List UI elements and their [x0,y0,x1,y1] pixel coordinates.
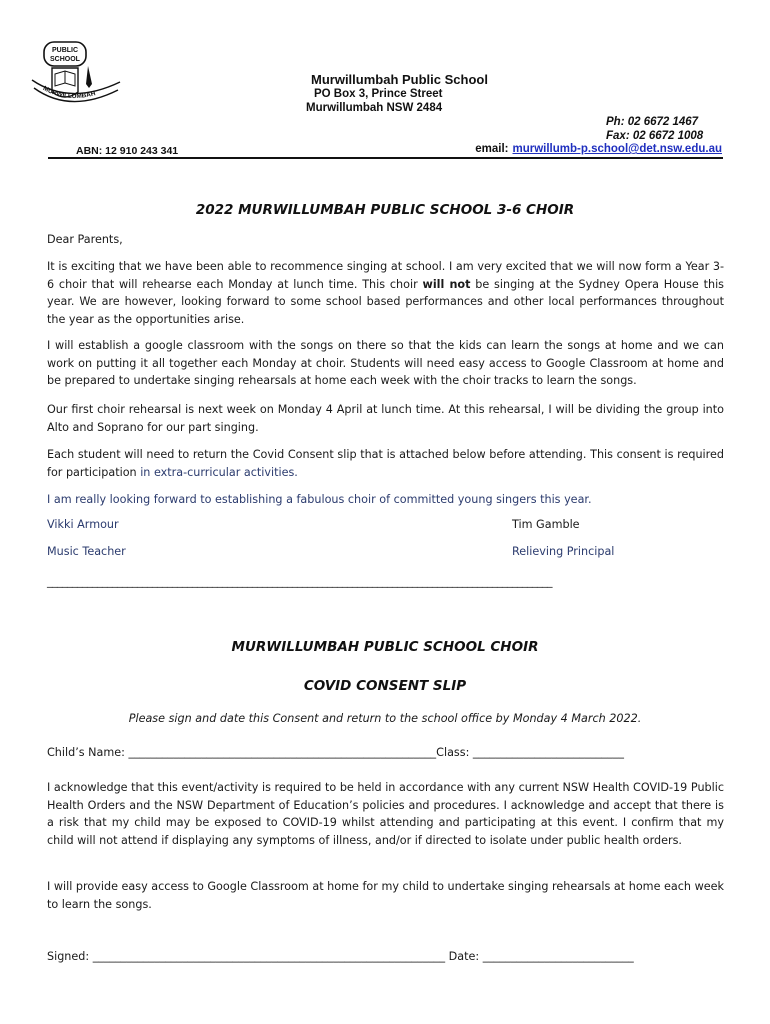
paragraph-1: It is exciting that we have been able to recommence singing at school. I am very excited that we will now form a Year 3-6 choir that will rehearse each Monday at lunch time. This choir will not be singing at the Sydney Opera House this year. We are however, looking forward to some school based performances and other local performances throughout the year as the opportunities arise. [47,260,725,326]
email-label: email: [475,143,509,155]
signatory-2-name: Tim Gamble [512,518,580,531]
address-line-1: PO Box 3, Prince Street [314,88,443,100]
fax-number: Fax: 02 6672 1008 [606,130,704,142]
paragraph-5: I am really looking forward to establishing a fabulous choir of committed young singers this year. [47,493,592,506]
greeting: Dear Parents, [47,233,123,246]
svg-text:SCHOOL: SCHOOL [50,56,80,63]
child-name-class-field[interactable]: Child’s Name: _______________________________________________________Class: ___________________________ [47,746,624,759]
svg-text:PUBLIC: PUBLIC [51,47,79,54]
letter-title: 2022 MURWILLUMBAH PUBLIC SCHOOL 3-6 CHOIR [195,202,575,218]
paragraph-4: Each student will need to return the Covid Consent slip that is attached below before attending. This consent is required for participation in extra-curricular activities. [47,448,724,479]
svg-text:MURWILLUMBAH: MURWILLUMBAH [41,85,97,101]
return-instruction: Please sign and date this Consent and return to the school office by Monday 4 March 2022. [128,712,642,725]
signatory-1-role: Music Teacher [47,545,126,558]
slip-title: MURWILLUMBAH PUBLIC SCHOOL CHOIR [231,639,539,655]
address-line-2: Murwillumbah NSW 2484 [306,102,443,114]
access-paragraph: I will provide easy access to Google Classroom at home for my child to undertake singing rehearsals at home each week to learn the songs. [47,880,724,911]
abn-number: ABN: 12 910 243 341 [76,145,179,157]
paragraph-3: Our first choir rehearsal is next week on Monday 4 April at lunch time. At this rehearsal, I will be dividing the group into Alto and Soprano for our part singing. [47,403,724,434]
phone-number: Ph: 02 6672 1467 [606,116,699,128]
header-rule [48,157,723,159]
school-name: Murwillumbah Public School [311,72,488,87]
signed-date-field[interactable]: Signed: _______________________________________________________________ Date: ___________________________ [47,950,634,963]
email-link[interactable]: murwillumb-p.school@det.nsw.edu.au [512,143,722,155]
acknowledgement-paragraph: I acknowledge that this event/activity is required to be held in accordance with any current NSW Health COVID-19 Public Health Orders and the NSW Department of Education’s policies and procedures. I acknowledge and accept that there is a risk that my child may be exposed to COVID-19 whilst attending and participating at this event. I confirm that my child will not attend if displaying any symptoms of illness, and/or if directed to isolate under public health orders. [47,781,724,847]
slip-subtitle: COVID CONSENT SLIP [303,678,467,694]
email-line [475,143,722,155]
school-logo [30,40,122,112]
signatory-1-name: Vikki Armour [47,518,119,531]
paragraph-2: I will establish a google classroom with the songs on there so that the kids can learn the songs at home and we can work on putting it all together each Monday at choir. Students will need easy access to Google Classroom at home and be prepared to undertake singing rehearsals at home each week with the choir tracks to learn the songs. [47,339,724,387]
emphasis-will-not: will not [422,277,471,291]
cut-line: _____________________________________________________________________________________________________ [47,575,552,588]
signatory-2-role: Relieving Principal [512,545,615,558]
